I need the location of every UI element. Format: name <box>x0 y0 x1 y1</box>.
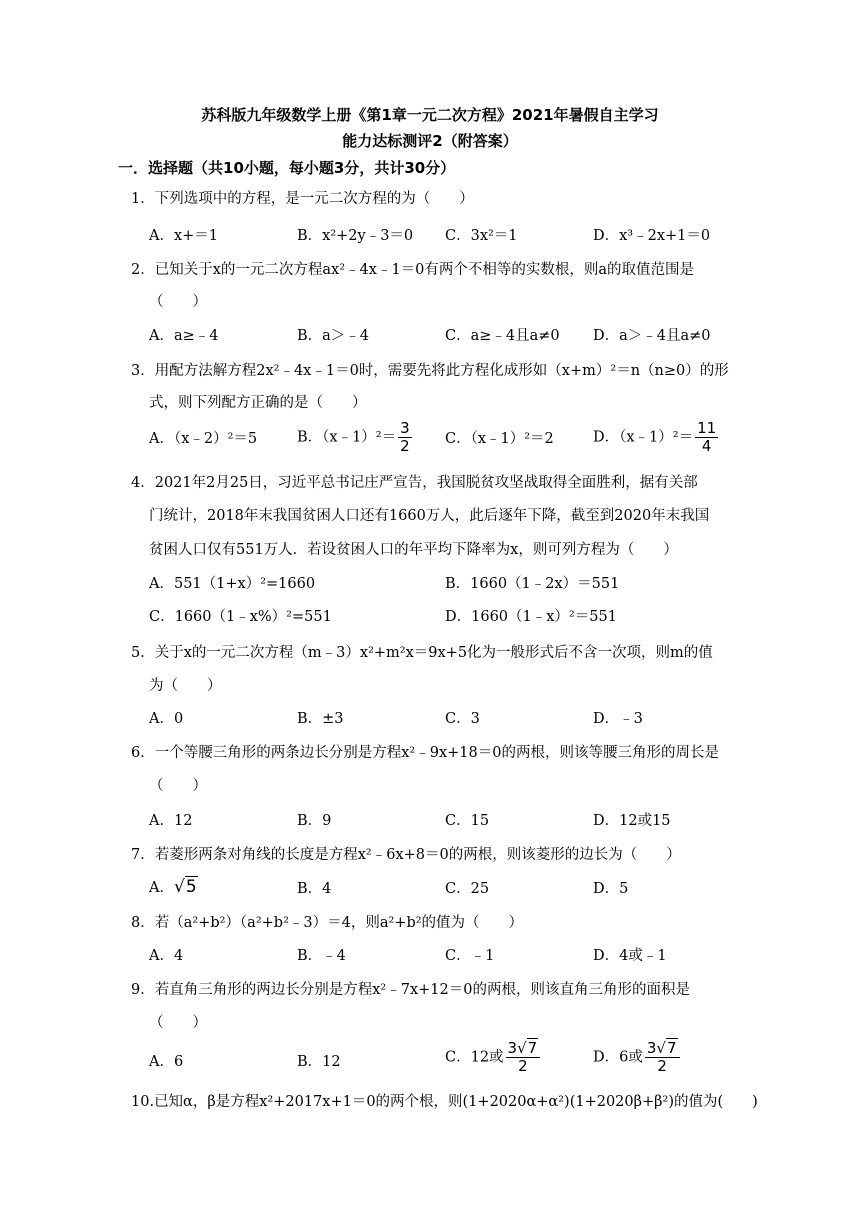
fraction <box>398 420 412 455</box>
option-d: D．a＞﹣4且a≠0 <box>593 328 711 344</box>
question-stem: 若菱形两条对角线的长度是方程x²﹣6x+8＝0的两根，则该菱形的边长为（ ） <box>154 847 681 863</box>
question-stem: 一个等腰三角形的两条边长分别是方程x²﹣9x+18＝0的两根，则该等腰三角形的周长是 <box>154 745 719 761</box>
question-2 <box>131 260 731 280</box>
option-c: C．a≥﹣4且a≠0 <box>445 328 560 344</box>
question-stem: 2021年2月25日，习近平总书记庄严宣告，我国脱贫攻坚战取得全面胜利，据有关部 <box>154 475 698 491</box>
option-b: B．a＞﹣4 <box>297 328 370 344</box>
option-b <box>297 420 412 455</box>
question-4-continuation-1: 门统计，2018年末我国贫困人口还有1660万人，此后逐年下降，截至到2020年末我国 <box>149 508 710 524</box>
question-6 <box>131 743 731 763</box>
fraction <box>695 420 718 455</box>
option-text: D．（x﹣1）²＝ <box>593 429 694 446</box>
question-5-continuation: 为（ ） <box>149 678 222 694</box>
question-stem: 已知关于x的一元二次方程ax²﹣4x﹣1＝0有两个不相等的实数根，则a的取值范围是 <box>154 262 695 278</box>
option-a: A．4 <box>149 948 184 964</box>
option-a <box>149 877 198 898</box>
option-d: D．5 <box>593 881 629 897</box>
option-a: A．551（1+x）²=1660 <box>149 576 316 592</box>
question-6-continuation: （ ） <box>149 778 207 794</box>
question-10 <box>131 1092 758 1112</box>
question-8 <box>131 913 731 933</box>
question-number: 7． <box>131 847 155 863</box>
option-b: B．﹣4 <box>297 948 346 964</box>
question-number: 2． <box>131 262 155 278</box>
question-4-continuation-2: 贫困人口仅有551万人．若设贫困人口的年平均下降率为x，则可列方程为（ ） <box>149 542 678 558</box>
option-text: C．12或 <box>445 1049 504 1066</box>
option-d: D．4或﹣1 <box>593 948 667 964</box>
option-c <box>445 1040 540 1075</box>
option-d: D．﹣3 <box>593 711 643 727</box>
option-c: C．1660（1﹣x%）²=551 <box>149 609 332 625</box>
fraction <box>645 1040 680 1075</box>
fraction-numerator: 3√7 <box>645 1040 680 1058</box>
option-c: C．25 <box>445 881 490 897</box>
option-b: B．±3 <box>297 711 344 727</box>
question-5 <box>131 643 731 663</box>
option-c: C．（x﹣1）²＝2 <box>445 431 554 447</box>
option-d: D．12或15 <box>593 813 671 829</box>
option-a: A．a≥﹣4 <box>149 328 219 344</box>
question-number: 3． <box>131 363 155 379</box>
question-1 <box>131 189 731 209</box>
option-c: C．﹣1 <box>445 948 495 964</box>
question-stem: 关于x的一元二次方程（m﹣3）x²+m²x＝9x+5化为一般形式后不含一次项，则m的值 <box>154 645 713 661</box>
question-3-continuation: 式，则下列配方正确的是（ ） <box>149 395 367 411</box>
document-title-line1: 苏科版九年级数学上册《第1章一元二次方程》2021年暑假自主学习 <box>201 106 659 124</box>
option-d: D．x³﹣2x+1＝0 <box>593 228 711 244</box>
question-number: 8． <box>131 915 155 931</box>
fraction-denominator: 4 <box>701 437 712 455</box>
fraction-numerator: 11 <box>697 419 717 437</box>
square-root: √5 <box>173 877 197 897</box>
option-c: C．15 <box>445 813 490 829</box>
option-b: B．12 <box>297 1054 341 1070</box>
question-stem: 若（a²+b²）（a²+b²﹣3）＝4，则a²+b²的值为（ ） <box>154 915 524 931</box>
question-stem: 下列选项中的方程，是一元二次方程的为（ ） <box>154 191 474 207</box>
option-b: B．4 <box>297 881 332 897</box>
question-number: 6． <box>131 745 155 761</box>
option-a: A．x+＝1 <box>149 228 219 244</box>
option-b: B．9 <box>297 813 332 829</box>
option-d: D．1660（1﹣x）²＝551 <box>445 609 617 625</box>
question-2-continuation: （ ） <box>149 294 207 310</box>
section-heading: 一．选择题（共10小题，每小题3分，共计30分） <box>118 159 456 177</box>
option-c: C．3x²＝1 <box>445 228 518 244</box>
option-a: A．0 <box>149 711 184 727</box>
document-title-line2: 能力达标测评2（附答案） <box>342 132 518 150</box>
question-stem: 已知α，β是方程x²+2017x+1＝0的两个根，则(1+2020α+α²)(1+2020β+β²)的值为( ) <box>154 1094 758 1110</box>
question-4 <box>131 473 731 493</box>
option-text: A． <box>149 880 174 896</box>
fraction-numerator: 3√7 <box>506 1040 541 1058</box>
question-7 <box>131 845 731 865</box>
question-number: 9． <box>131 982 155 998</box>
question-3 <box>131 361 731 381</box>
radicand: 5 <box>185 877 197 897</box>
option-b: B．1660（1﹣2x）＝551 <box>445 576 620 592</box>
question-stem: 若直角三角形的两边长分别是方程x²﹣7x+12＝0的两根，则该直角三角形的面积是 <box>154 982 690 998</box>
question-number: 10. <box>131 1094 155 1110</box>
fraction-denominator: 2 <box>400 437 410 455</box>
question-number: 4． <box>131 475 155 491</box>
option-b: B．x²+2y﹣3＝0 <box>297 228 414 244</box>
option-text: B．（x﹣1）²＝ <box>297 429 397 446</box>
fraction <box>506 1040 541 1075</box>
fraction-denominator: 2 <box>518 1057 528 1075</box>
option-a: A．6 <box>149 1054 184 1070</box>
fraction-denominator: 2 <box>657 1057 667 1075</box>
option-d <box>593 420 718 455</box>
question-stem: 用配方法解方程2x²﹣4x﹣1＝0时，需要先将此方程化成形如（x+m）²＝n（n≥0）的形 <box>154 363 729 379</box>
option-c: C．3 <box>445 711 480 727</box>
option-text: D．6或 <box>593 1049 643 1066</box>
question-number: 1． <box>131 191 155 207</box>
question-9-continuation: （ ） <box>149 1015 207 1031</box>
option-d <box>593 1040 680 1075</box>
question-number: 5． <box>131 645 155 661</box>
fraction-numerator: 3 <box>400 419 410 437</box>
question-9 <box>131 980 731 1000</box>
option-a: A．12 <box>149 813 193 829</box>
option-a: A．（x﹣2）²＝5 <box>149 431 258 447</box>
